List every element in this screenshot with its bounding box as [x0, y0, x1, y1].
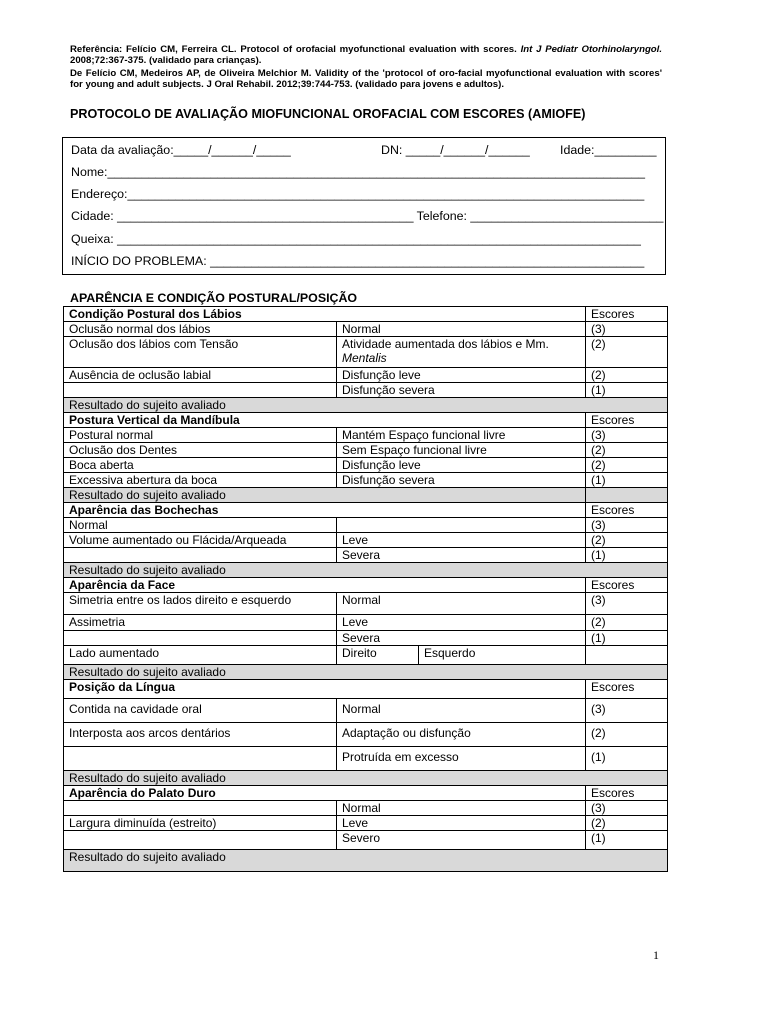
table-row: [64, 615, 668, 631]
table-row: [64, 443, 668, 458]
item-score: (1): [586, 548, 668, 563]
item-level: Normal: [337, 801, 586, 816]
scores-header: Escores: [586, 578, 668, 593]
table-row: [64, 368, 668, 383]
item-level: Disfunção leve: [337, 368, 586, 383]
scores-header: Escores: [586, 503, 668, 518]
item-score: (3): [586, 801, 668, 816]
table-row: [64, 699, 668, 723]
item-score: (3): [586, 699, 668, 723]
cheeks-title: Aparência das Bochechas: [64, 503, 586, 518]
table-row: [64, 816, 668, 831]
item-label: [64, 631, 337, 646]
table-row: [64, 533, 668, 548]
table-row: [64, 723, 668, 747]
table-row: [64, 503, 668, 518]
item-level: Atividade aumentada dos lábios e Mm. Mentalis: [337, 337, 586, 368]
item-level: Protruída em excesso: [337, 747, 586, 771]
scores-header: Escores: [586, 786, 668, 801]
table-row: [64, 383, 668, 398]
reference-1: Referência: Felício CM, Ferreira CL. Protocol of orofacial myofunctional evaluation with scores. Int J Pediatr Otorhinolaryngol. 2008;72:367-375. (validado para crianças).: [70, 44, 662, 67]
item-level: Normal: [337, 593, 586, 615]
table-row: [64, 337, 668, 368]
item-label: [64, 801, 337, 816]
result-score[interactable]: [586, 488, 668, 503]
item-label: [64, 548, 337, 563]
item-score: (2): [586, 816, 668, 831]
item-label: Oclusão dos lábios com Tensão: [64, 337, 337, 368]
item-level: Disfunção leve: [337, 458, 586, 473]
side-right-option[interactable]: Direito: [337, 646, 419, 665]
item-label: Assimetria: [64, 615, 337, 631]
item-score: (1): [586, 383, 668, 398]
item-score: (2): [586, 533, 668, 548]
result-label: Resultado do sujeito avaliado: [64, 398, 668, 413]
item-level: [337, 518, 586, 533]
assessment-table: [63, 306, 668, 872]
table-row: [64, 801, 668, 816]
item-score: (2): [586, 443, 668, 458]
item-level: Adaptação ou disfunção: [337, 723, 586, 747]
scores-header: Escores: [586, 413, 668, 428]
result-row: [64, 771, 668, 786]
onset-field[interactable]: INÍCIO DO PROBLEMA: _______________________________________________________________: [71, 254, 645, 268]
item-level: Severo: [337, 831, 586, 850]
table-row: [64, 428, 668, 443]
item-level: Severa: [337, 548, 586, 563]
date-field[interactable]: Data da avaliação:_____/______/_____: [71, 143, 291, 157]
result-row: [64, 850, 668, 872]
item-score: (2): [586, 723, 668, 747]
table-row: [64, 473, 668, 488]
table-row: [64, 548, 668, 563]
item-label: [64, 747, 337, 771]
item-score: (3): [586, 428, 668, 443]
table-row: [64, 322, 668, 337]
item-label: [64, 383, 337, 398]
item-score: (1): [586, 831, 668, 850]
result-label: Resultado do sujeito avaliado: [64, 665, 668, 680]
page-number: 1: [653, 948, 659, 962]
patient-info-box: [62, 137, 666, 275]
complaint-field[interactable]: Queixa: ____________________________________________________________________________: [71, 232, 641, 246]
result-row: [64, 398, 668, 413]
table-row: [64, 413, 668, 428]
item-label: Simetria entre os lados direito e esquerdo: [64, 593, 337, 615]
item-label: Postural normal: [64, 428, 337, 443]
city-phone-field[interactable]: Cidade: ___________________________________________ Telefone: ____________________________: [71, 209, 664, 223]
item-score: (2): [586, 368, 668, 383]
item-score: (2): [586, 458, 668, 473]
item-level: Mantém Espaço funcional livre: [337, 428, 586, 443]
item-score: (3): [586, 593, 668, 615]
result-label: Resultado do sujeito avaliado: [64, 488, 586, 503]
item-level: Leve: [337, 816, 586, 831]
name-field[interactable]: Nome:______________________________________________________________________________: [71, 165, 645, 179]
item-score: (3): [586, 322, 668, 337]
mandible-title: Postura Vertical da Mandíbula: [64, 413, 586, 428]
item-label: Contida na cavidade oral: [64, 699, 337, 723]
item-label: Excessiva abertura da boca: [64, 473, 337, 488]
item-score: (2): [586, 337, 668, 368]
table-row: [64, 680, 668, 699]
item-label: Normal: [64, 518, 337, 533]
table-row: [64, 646, 668, 665]
item-label: Oclusão normal dos lábios: [64, 322, 337, 337]
age-field[interactable]: Idade:_________: [560, 143, 657, 157]
item-label: Oclusão dos Dentes: [64, 443, 337, 458]
result-label: Resultado do sujeito avaliado: [64, 771, 668, 786]
section-title: APARÊNCIA E CONDIÇÃO POSTURAL/POSIÇÃO: [70, 291, 358, 305]
item-label: Interposta aos arcos dentários: [64, 723, 337, 747]
reference-2: De Felício CM, Medeiros AP, de Oliveira Melchior M. Validity of the 'protocol of oro-facial myofunctional evaluation with scores' for young and adult subjects. J Oral Rehabil. 2012;39:744-753. (validado para jovens e adultos).: [70, 68, 662, 91]
item-score: (1): [586, 473, 668, 488]
item-level: Sem Espaço funcional livre: [337, 443, 586, 458]
dn-field[interactable]: DN: _____/______/______: [381, 143, 530, 157]
item-label: Volume aumentado ou Flácida/Arqueada: [64, 533, 337, 548]
item-level: Normal: [337, 699, 586, 723]
palate-title: Aparência do Palato Duro: [64, 786, 586, 801]
result-row: [64, 665, 668, 680]
item-score: [586, 646, 668, 665]
side-left-option[interactable]: Esquerdo: [419, 646, 586, 665]
result-row: [64, 488, 668, 503]
table-row: [64, 593, 668, 615]
table-row: [64, 786, 668, 801]
tongue-title: Posição da Língua: [64, 680, 586, 699]
item-level: Disfunção severa: [337, 473, 586, 488]
face-title: Aparência da Face: [64, 578, 586, 593]
item-level: Severa: [337, 631, 586, 646]
item-label: Largura diminuída (estreito): [64, 816, 337, 831]
item-label: [64, 831, 337, 850]
item-level: Normal: [337, 322, 586, 337]
scores-header: Escores: [586, 307, 668, 322]
item-level: Disfunção severa: [337, 383, 586, 398]
item-level: Leve: [337, 533, 586, 548]
item-score: (1): [586, 747, 668, 771]
result-label: Resultado do sujeito avaliado: [64, 563, 668, 578]
page-title: PROTOCOLO DE AVALIAÇÃO MIOFUNCIONAL OROFACIAL COM ESCORES (AMIOFE): [70, 107, 586, 121]
result-row: [64, 563, 668, 578]
table-row: [64, 518, 668, 533]
scores-header: Escores: [586, 680, 668, 699]
table-row: [64, 307, 668, 322]
item-label: Ausência de oclusão labial: [64, 368, 337, 383]
lips-title: Condição Postural dos Lábios: [64, 307, 586, 322]
item-score: (3): [586, 518, 668, 533]
table-row: [64, 458, 668, 473]
item-label: Boca aberta: [64, 458, 337, 473]
table-row: [64, 831, 668, 850]
table-row: [64, 631, 668, 646]
table-row: [64, 578, 668, 593]
item-score: (2): [586, 615, 668, 631]
item-label: Lado aumentado: [64, 646, 337, 665]
result-label: Resultado do sujeito avaliado: [64, 850, 668, 872]
item-score: (1): [586, 631, 668, 646]
table-row: [64, 747, 668, 771]
address-field[interactable]: Endereço:___________________________________________________________________________: [71, 187, 645, 201]
item-level: Leve: [337, 615, 586, 631]
